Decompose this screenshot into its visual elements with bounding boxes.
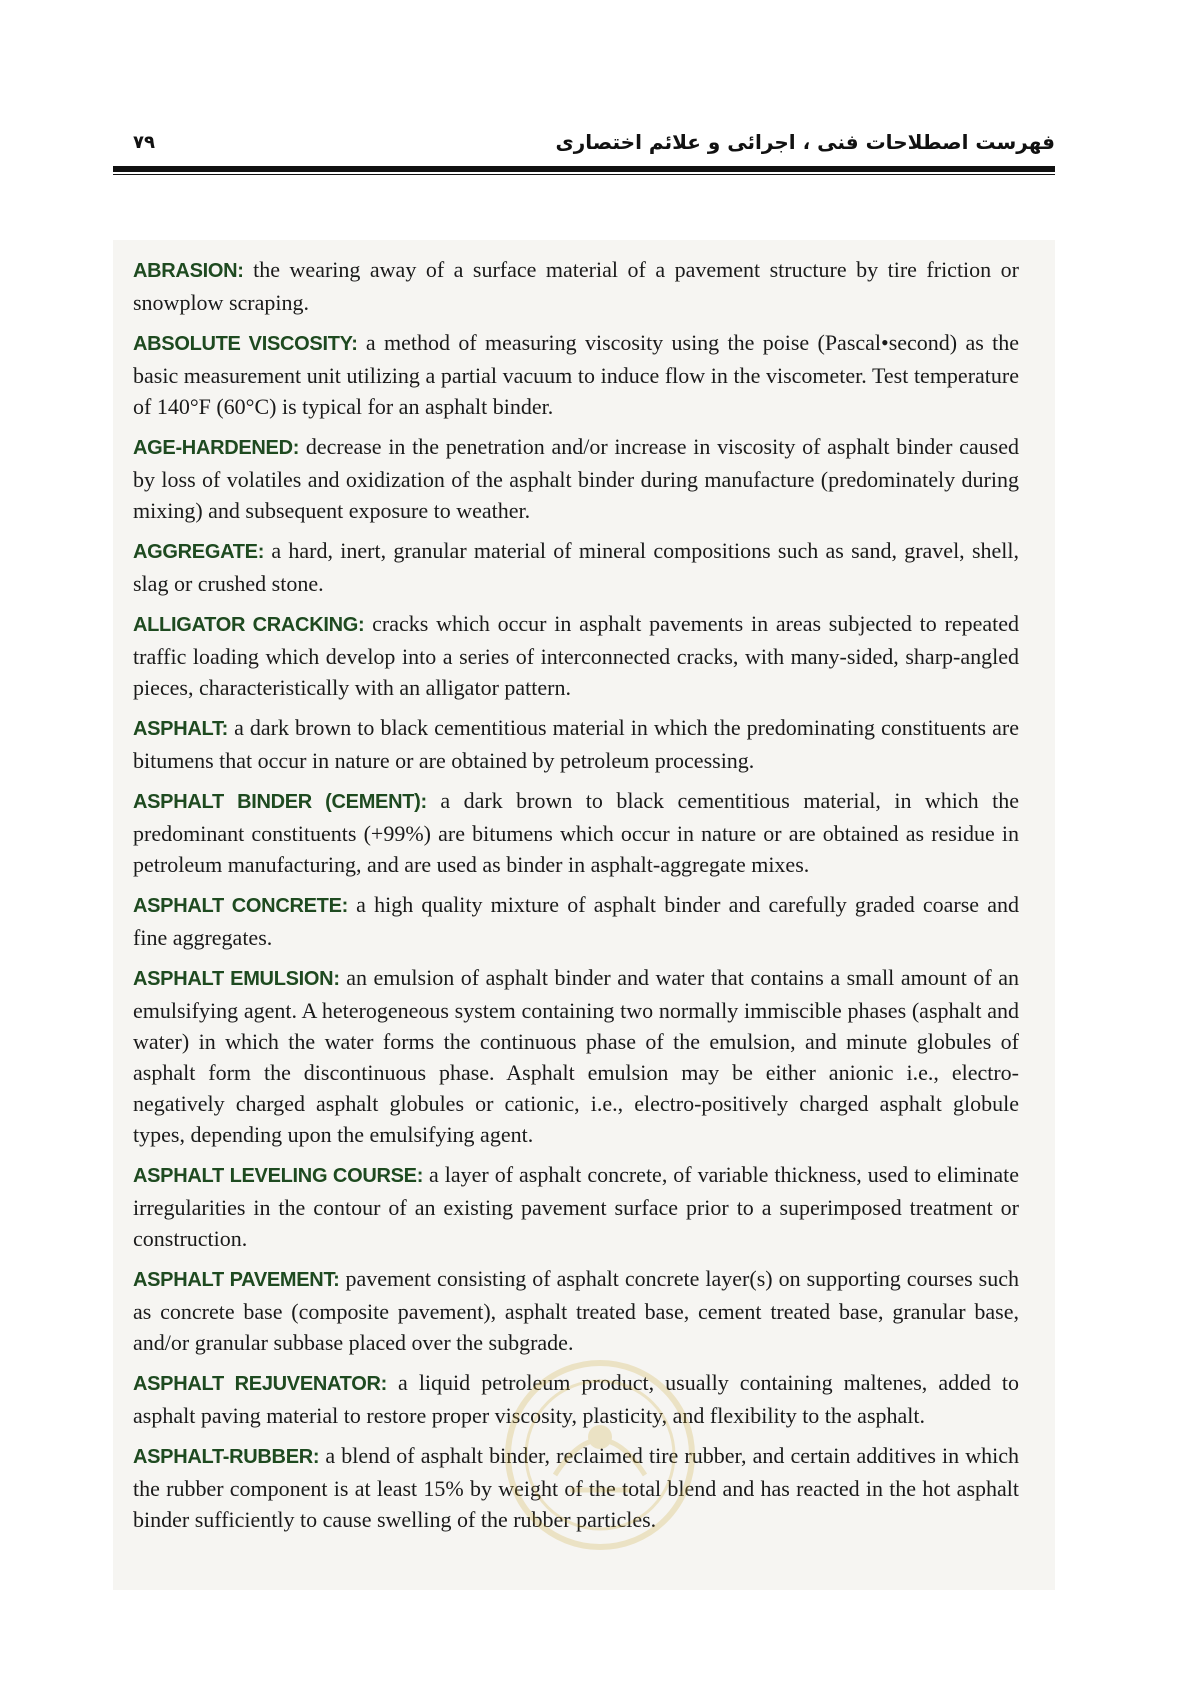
entry-term: ASPHALT LEVELING COURSE: bbox=[133, 1165, 424, 1187]
entry-term: ASPHALT-RUBBER: bbox=[133, 1446, 320, 1468]
glossary-entry bbox=[133, 1367, 1019, 1431]
entry-definition: pavement consisting of asphalt concrete layer(s) on supporting courses such as concrete base (composite pavement), asphalt treated base, cement treated base, granular base, and/or granular subbase placed over the subgrade. bbox=[133, 1266, 1019, 1355]
entry-definition: cracks which occur in asphalt pavements in areas subjected to repeated traffic loading which develop into a series of interconnected cracks, with many-sided, sharp-angled pieces, characteristically with an alligator pattern. bbox=[133, 611, 1019, 700]
header-rule bbox=[113, 166, 1055, 172]
glossary-entry bbox=[133, 254, 1019, 318]
entry-definition: the wearing away of a surface material of a pavement structure by tire friction or snowplow scraping. bbox=[133, 257, 1020, 315]
glossary-entry bbox=[133, 962, 1019, 1150]
entry-definition: a layer of asphalt concrete, of variable thickness, used to eliminate irregularities in the contour of an existing pavement surface prior to a superimposed treatment or construction. bbox=[133, 1162, 1020, 1251]
header-rule-thin bbox=[113, 174, 1055, 175]
header-title: فهرست اصطلاحات فنی ، اجرائی و علائم اختصاری bbox=[555, 130, 1055, 154]
glossary-list bbox=[133, 254, 1019, 1544]
running-header bbox=[113, 130, 1055, 174]
glossary-entry bbox=[133, 1440, 1019, 1535]
entry-definition: a blend of asphalt binder, reclaimed tire rubber, and certain additives in which the rubber component is at least 15% by weight of the total blend and has reacted in the hot asphalt binder sufficiently to cause swelling of the rubber particles. bbox=[133, 1443, 1020, 1532]
entry-term: ASPHALT CONCRETE: bbox=[133, 895, 348, 917]
glossary-entry bbox=[133, 889, 1019, 953]
glossary-entry bbox=[133, 431, 1019, 526]
entry-term: ASPHALT REJUVENATOR: bbox=[133, 1373, 387, 1395]
entry-definition: a dark brown to black cementitious material in which the predominating constituents are bitumens that occur in nature or are obtained by petroleum processing. bbox=[133, 715, 1020, 773]
entry-term: ALLIGATOR CRACKING: bbox=[133, 614, 365, 636]
entry-definition: decrease in the penetration and/or increase in viscosity of asphalt binder caused by loss of volatiles and oxidization of the asphalt binder during manufacture (predominately during mixing) and subsequent exposure to weather. bbox=[133, 434, 1019, 523]
entry-term: ASPHALT: bbox=[133, 718, 229, 740]
glossary-entry bbox=[133, 1263, 1019, 1358]
entry-definition: an emulsion of asphalt binder and water that contains a small amount of an emulsifying agent. A heterogeneous system containing two normally immiscible phases (asphalt and water) in which the water forms the continuous phase of the emulsion, and minute globules of asphalt form the discontinuous phase. Asphalt emulsion may be either anionic i.e., electro-negatively charged asphalt globules or cationic, i.e., electro-positively charged asphalt globule types, depending upon the emulsifying agent. bbox=[133, 965, 1019, 1147]
entry-term: ABRASION: bbox=[133, 260, 244, 282]
glossary-entry bbox=[133, 712, 1019, 776]
entry-term: ABSOLUTE VISCOSITY: bbox=[133, 333, 358, 355]
glossary-entry bbox=[133, 608, 1019, 703]
entry-term: AGE-HARDENED: bbox=[133, 437, 300, 459]
entry-definition: a dark brown to black cementitious material, in which the predominant constituents (+99%) are bitumens which occur in nature or are obtained as residue in petroleum manufacturing, and are used as binder in asphalt-aggregate mixes. bbox=[133, 788, 1020, 877]
entry-definition: a high quality mixture of asphalt binder and carefully graded coarse and fine aggregates. bbox=[133, 892, 1019, 950]
page-number: ۷۹ bbox=[133, 132, 155, 153]
entry-term: ASPHALT BINDER (CEMENT): bbox=[133, 791, 427, 813]
entry-definition: a hard, inert, granular material of mineral compositions such as sand, gravel, shell, slag or crushed stone. bbox=[133, 538, 1020, 596]
glossary-entry bbox=[133, 1159, 1019, 1254]
glossary-entry bbox=[133, 785, 1019, 880]
entry-term: AGGREGATE: bbox=[133, 541, 265, 563]
glossary-panel bbox=[113, 240, 1055, 1590]
entry-definition: a method of measuring viscosity using the poise (Pascal•second) as the basic measurement unit utilizing a partial vacuum to induce flow in the viscometer. Test temperature of 140°F (60°C) is typical for an asphalt binder. bbox=[133, 330, 1020, 419]
entry-definition: a liquid petroleum product, usually containing maltenes, added to asphalt paving material to restore proper viscosity, plasticity, and flexibility to the asphalt. bbox=[133, 1370, 1020, 1428]
entry-term: ASPHALT EMULSION: bbox=[133, 968, 340, 990]
glossary-entry bbox=[133, 535, 1019, 599]
glossary-entry bbox=[133, 327, 1019, 422]
entry-term: ASPHALT PAVEMENT: bbox=[133, 1269, 340, 1291]
